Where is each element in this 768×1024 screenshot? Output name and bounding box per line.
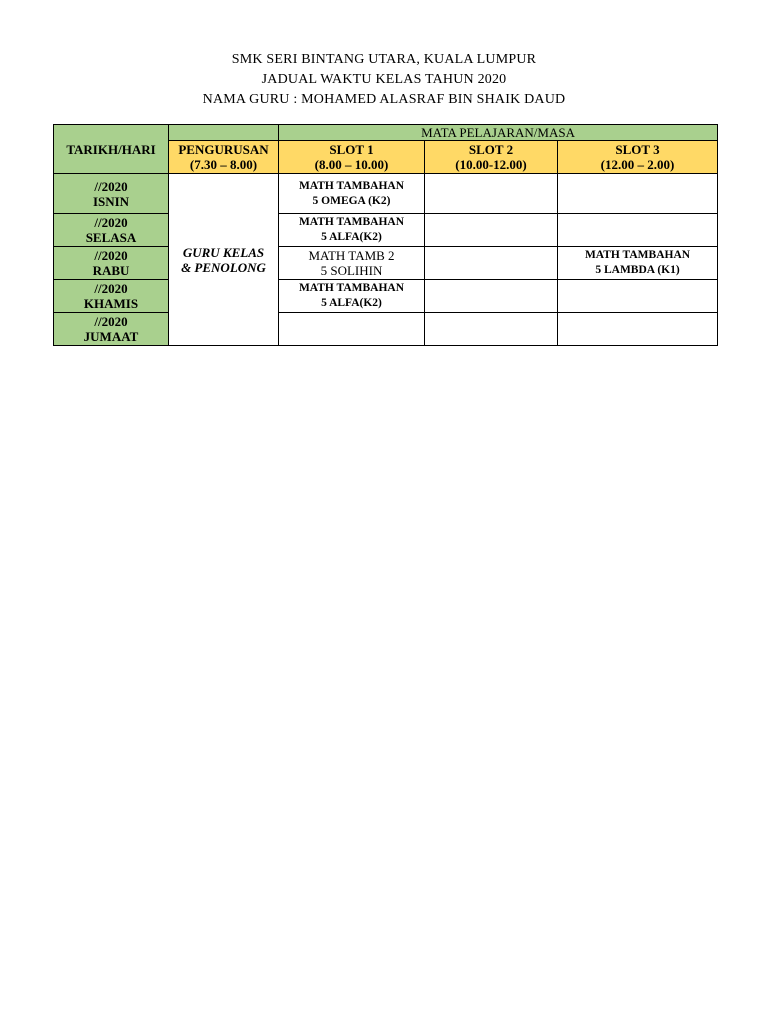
subject-text: MATH TAMB 2 bbox=[308, 248, 395, 263]
subject-text: MATH TAMBAHAN bbox=[298, 282, 405, 294]
date-text: //2020 bbox=[94, 248, 128, 263]
slot-cell bbox=[558, 214, 718, 247]
school-name: SMK SERI BINTANG UTARA, KUALA LUMPUR bbox=[231, 52, 537, 67]
slot-cell bbox=[279, 247, 425, 280]
slot-cell bbox=[425, 214, 558, 247]
slot-label: SLOT 2 bbox=[468, 142, 514, 157]
table-row bbox=[54, 247, 718, 280]
blank-header-cell bbox=[169, 125, 279, 141]
pengurusan-header bbox=[169, 141, 279, 174]
day-cell bbox=[54, 313, 169, 346]
day-text: ISNIN bbox=[92, 193, 130, 209]
pengurusan-label: PENGURUSAN bbox=[178, 142, 269, 157]
slot-cell bbox=[425, 280, 558, 313]
slot-1-header bbox=[279, 141, 425, 174]
table-row bbox=[54, 313, 718, 346]
day-text: SELASA bbox=[85, 230, 137, 245]
slot-time: (10.00-12.00) bbox=[455, 157, 527, 172]
day-column-header: TARIKH/HARI bbox=[54, 125, 169, 174]
date-text: //2020 bbox=[94, 178, 128, 194]
timetable bbox=[53, 124, 718, 346]
subject-text: MATH TAMBAHAN bbox=[584, 249, 691, 261]
date-text: //2020 bbox=[94, 215, 128, 230]
slot-time: (12.00 – 2.00) bbox=[600, 157, 675, 172]
slot-label: SLOT 1 bbox=[329, 142, 374, 157]
document-header bbox=[0, 50, 768, 110]
day-cell bbox=[54, 247, 169, 280]
subject-time-header: MATA PELAJARAN/MASA bbox=[279, 125, 718, 141]
date-text: //2020 bbox=[94, 314, 128, 329]
day-text: JUMAAT bbox=[83, 329, 139, 344]
pengurusan-line-2: & PENOLONG bbox=[181, 259, 266, 275]
slot-cell bbox=[558, 280, 718, 313]
slot-time: (8.00 – 10.00) bbox=[314, 157, 389, 172]
day-cell bbox=[54, 174, 169, 214]
class-text: 5 ALFA(K2) bbox=[321, 231, 382, 243]
subject-text: MATH TAMBAHAN bbox=[298, 216, 405, 228]
teacher-name: NAMA GURU : MOHAMED ALASRAF BIN SHAIK DAUD bbox=[202, 92, 566, 107]
table-row bbox=[54, 214, 718, 247]
slot-cell bbox=[558, 174, 718, 214]
table-row bbox=[54, 280, 718, 313]
day-cell bbox=[54, 280, 169, 313]
slot-cell bbox=[279, 280, 425, 313]
slot-cell bbox=[279, 174, 425, 214]
slot-label: SLOT 3 bbox=[615, 142, 660, 157]
slot-cell bbox=[425, 247, 558, 280]
pengurusan-time: (7.30 – 8.00) bbox=[189, 157, 258, 172]
slot-cell bbox=[425, 174, 558, 214]
slot-cell bbox=[558, 313, 718, 346]
class-text: 5 ALFA(K2) bbox=[321, 297, 382, 309]
date-text: //2020 bbox=[94, 281, 128, 296]
timetable-title: JADUAL WAKTU KELAS TAHUN 2020 bbox=[261, 72, 507, 87]
slot-cell bbox=[279, 313, 425, 346]
class-text: 5 SOLIHIN bbox=[320, 263, 383, 278]
day-text: RABU bbox=[92, 263, 130, 278]
slot-cell bbox=[425, 313, 558, 346]
pengurusan-cell bbox=[169, 174, 279, 346]
day-cell bbox=[54, 214, 169, 247]
class-text: 5 OMEGA (K2) bbox=[312, 194, 391, 207]
slot-cell bbox=[558, 247, 718, 280]
class-text: 5 LAMBDA (K1) bbox=[595, 264, 680, 276]
day-text: KHAMIS bbox=[83, 296, 139, 311]
slot-cell bbox=[279, 214, 425, 247]
slot-2-header bbox=[425, 141, 558, 174]
slot-3-header bbox=[558, 141, 718, 174]
table-row bbox=[54, 174, 718, 214]
pengurusan-line-1: GURU KELAS bbox=[182, 244, 265, 260]
subject-text: MATH TAMBAHAN bbox=[298, 179, 405, 192]
